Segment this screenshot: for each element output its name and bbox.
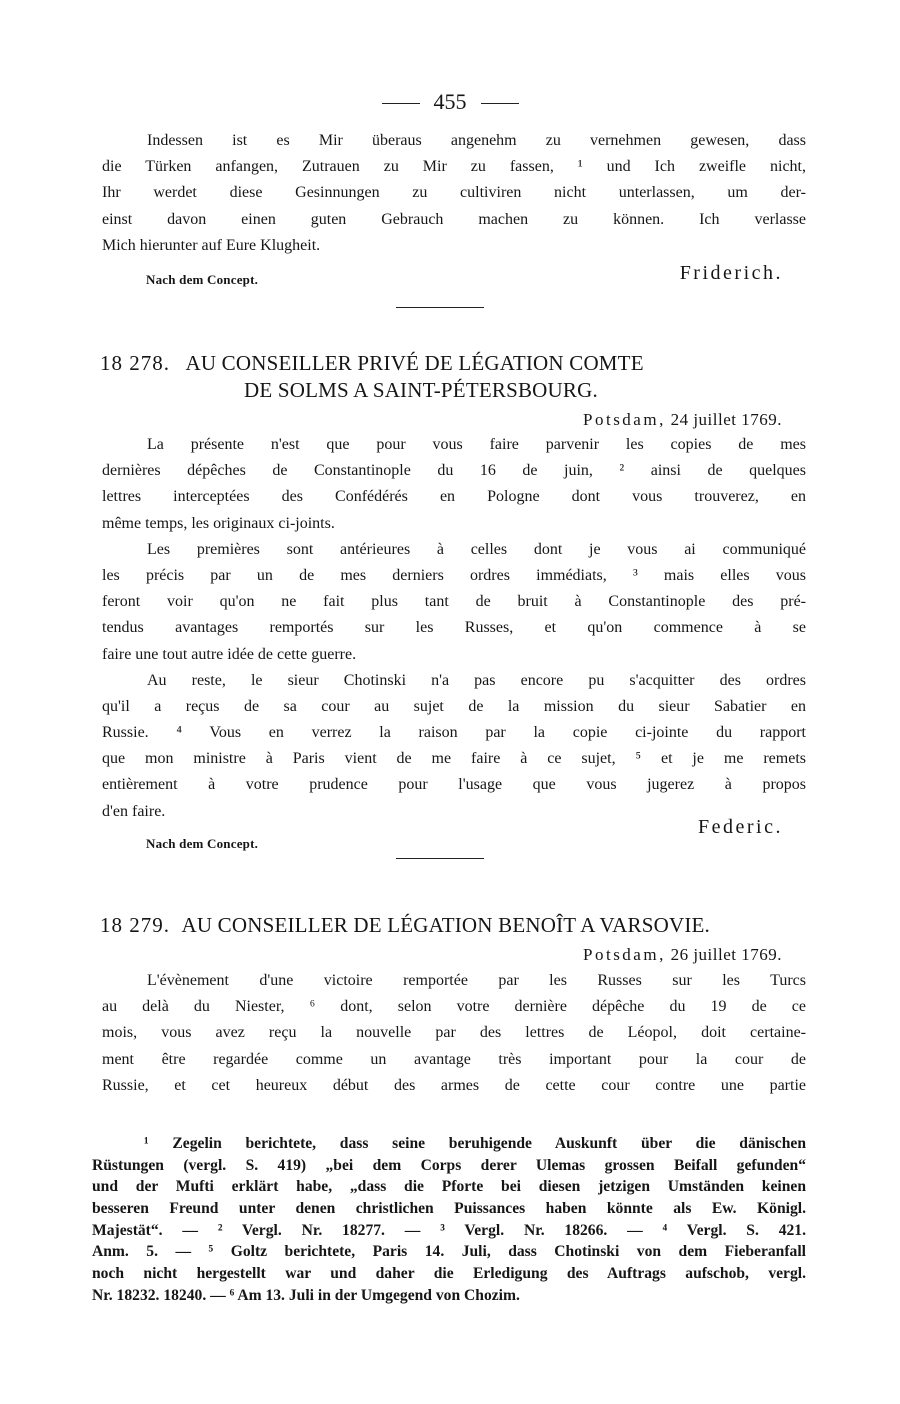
text-line: Mich hierunter auf Eure Klugheit. [102,236,321,254]
letter2-signature: Federic. [698,816,783,838]
letter-title: AU CONSEILLER PRIVÉ DE LÉGATION COMTE [185,351,644,375]
text-line: Les premières sont antérieures à celles dont je vous ai communiqué [147,540,806,558]
letter-number: 18 279. [100,913,170,937]
text-line: Russie. ⁴ Vous en verrez la raison par la copie ci-jointe du rapport [102,724,806,742]
letter2-dateline [583,410,782,430]
letter-number: 18 278. [100,351,170,375]
footnote-line: besseren Freund unter denen christlichen Puissances haben könnte als Ew. Königl. [92,1200,806,1218]
text-line: qu'il a reçus de sa cour au sujet de la mission du sieur Sabatier en [102,697,806,715]
page-number-header [0,88,900,116]
footnote-line: Rüstungen (vergl. S. 419) „bei dem Corps derer Ulemas grossen Beifall gefunden“ [92,1156,806,1174]
section-divider [396,858,484,859]
text-line: entièrement à votre prudence pour l'usage que vous jugerez à propos [102,776,806,794]
dateline-date: 26 juillet 1769. [670,945,782,964]
letter3-dateline [583,945,782,965]
text-line: d'en faire. [102,802,166,820]
section-divider [396,307,484,308]
dateline-place: Potsdam, [583,945,666,964]
text-line: les précis par un de mes derniers ordres immédiats, ³ mais elles vous [102,566,806,584]
text-line: Russie, et cet heureux début des armes de cette cour contre une partie [102,1076,806,1094]
letter2-source: Nach dem Concept. [146,836,259,851]
text-line: Ihr werdet diese Gesinnungen zu cultiviren nicht unterlassen, um der- [102,184,806,202]
text-line: ment être regardée comme un avantage très important pour la cour de [102,1050,806,1068]
dateline-date: 24 juillet 1769. [670,410,782,429]
text-line: Indessen ist es Mir überaus angenehm zu vernehmen gewesen, dass [147,132,806,149]
text-line: Au reste, le sieur Chotinski n'a pas encore pu s'acquitter des ordres [147,671,806,689]
letter1-signature: Friderich. [679,262,783,284]
footnote-line: Anm. 5. — ⁵ Goltz berichtete, Paris 14. Juli, dass Chotinski von dem Fieberanfall [92,1243,806,1261]
letter2-heading-line2: DE SOLMS A SAINT-PÉTERSBOURG. [244,378,598,402]
footnote-line: noch nicht hergestellt war und daher die Erledigung des Auftrags aufschob, vergl. [92,1265,806,1283]
text-line: au delà du Niester, ⁶ dont, selon votre dernière dépêche du 19 de ce [102,998,806,1016]
header-dash-left [382,103,420,104]
text-line: La présente n'est que pour vous faire parvenir les copies de mes [147,436,806,453]
letter3-body [102,972,806,1103]
letter1-body [102,132,806,263]
text-line: einst davon einen guten Gebrauch machen zu können. Ich verlasse [102,210,806,228]
footnote-line: ¹ Zegelin berichtete, dass seine beruhigende Auskunft über die dänischen [144,1135,806,1152]
text-line: die Türken anfangen, Zutrauen zu Mir zu fassen, ¹ und Ich zweifle nicht, [102,158,806,176]
footnote-line: und der Mufti erklärt habe, „dass die Pforte bei diesen jetzigen Umständen keinen [92,1178,806,1196]
dateline-place: Potsdam, [583,410,666,429]
text-line: que mon ministre à Paris vient de me faire à ce sujet, ⁵ et je me remets [102,750,806,768]
footnotes [92,1133,806,1307]
letter-title: AU CONSEILLER DE LÉGATION BENOÎT A VARSOVIE. [181,913,711,937]
letter3-heading [100,912,810,938]
footnote-line: Majestät“. — ² Vergl. Nr. 18277. — ³ Vergl. Nr. 18266. — ⁴ Vergl. S. 421. [92,1221,806,1239]
header-dash-right [481,103,519,104]
page-number: 455 [433,89,467,114]
text-line: L'évènement d'une victoire remportée par les Russes sur les Turcs [147,972,806,989]
text-line: lettres interceptées des Confédérés en Pologne dont vous trouverez, en [102,488,806,506]
text-line: tendus avantages remportés sur les Russes, et qu'on commence à se [102,619,806,637]
letter2-heading [100,350,810,376]
footnote-line: Nr. 18232. 18240. — ⁶ Am 13. Juli in der Umgegend von Chozim. [92,1286,520,1304]
text-line: même temps, les originaux ci-joints. [102,514,335,532]
letter2-body [102,436,806,829]
text-line: dernières dépêches de Constantinople du 16 de juin, ² ainsi de quelques [102,462,806,480]
letter1-source: Nach dem Concept. [146,272,259,287]
text-line: mois, vous avez reçu la nouvelle par des lettres de Léopol, doit certaine- [102,1024,806,1042]
text-line: faire une tout autre idée de cette guerre. [102,645,357,663]
text-line: feront voir qu'on ne fait plus tant de bruit à Constantinople des pré- [102,593,806,611]
